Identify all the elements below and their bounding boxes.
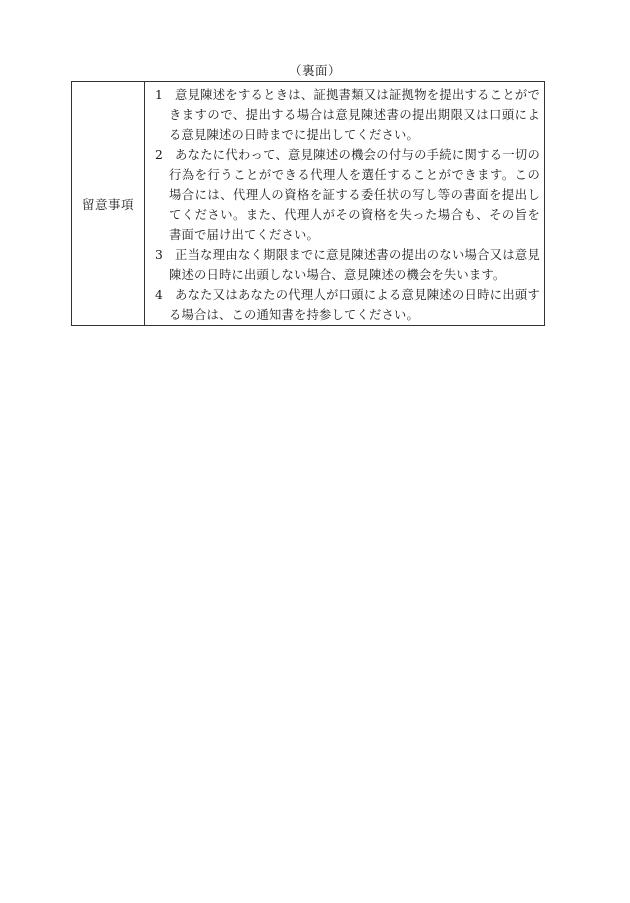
page-heading: （裏面）	[288, 63, 341, 78]
note-item-3	[149, 245, 540, 285]
note-text: 意見陳述をするときは、証拠書類又は証拠物を提出することができますので、提出する場合は意見陳述書の提出期限又は口頭による意見陳述の日時までに提出してください。	[169, 88, 540, 142]
note-item-4	[149, 285, 540, 325]
note-number: 4	[155, 288, 164, 302]
notice-table	[71, 81, 545, 326]
note-number: 2	[155, 148, 164, 162]
note-item-2	[149, 145, 540, 245]
note-number: 3	[155, 248, 164, 262]
note-text: 正当な理由なく期限までに意見陳述書の提出のない場合又は意見陳述の日時に出頭しない場合、意見陳述の機会を失います。	[169, 248, 540, 282]
note-item-1	[149, 85, 540, 145]
note-number: 1	[155, 88, 164, 102]
note-text: あなた又はあなたの代理人が口頭による意見陳述の日時に出頭する場合は、この通知書を持参してください。	[169, 288, 540, 322]
notes-list	[145, 82, 545, 326]
notice-row	[72, 82, 545, 326]
notes-label: 留意事項	[72, 82, 145, 326]
note-text: あなたに代わって、意見陳述の機会の付与の手続に関する一切の行為を行うことができる代理人を選任することができます。この場合には、代理人の資格を証する委任状の写し等の書面を提出してください。また、代理人がその資格を失った場合も、その旨を書面で届け出てください。	[169, 148, 540, 242]
